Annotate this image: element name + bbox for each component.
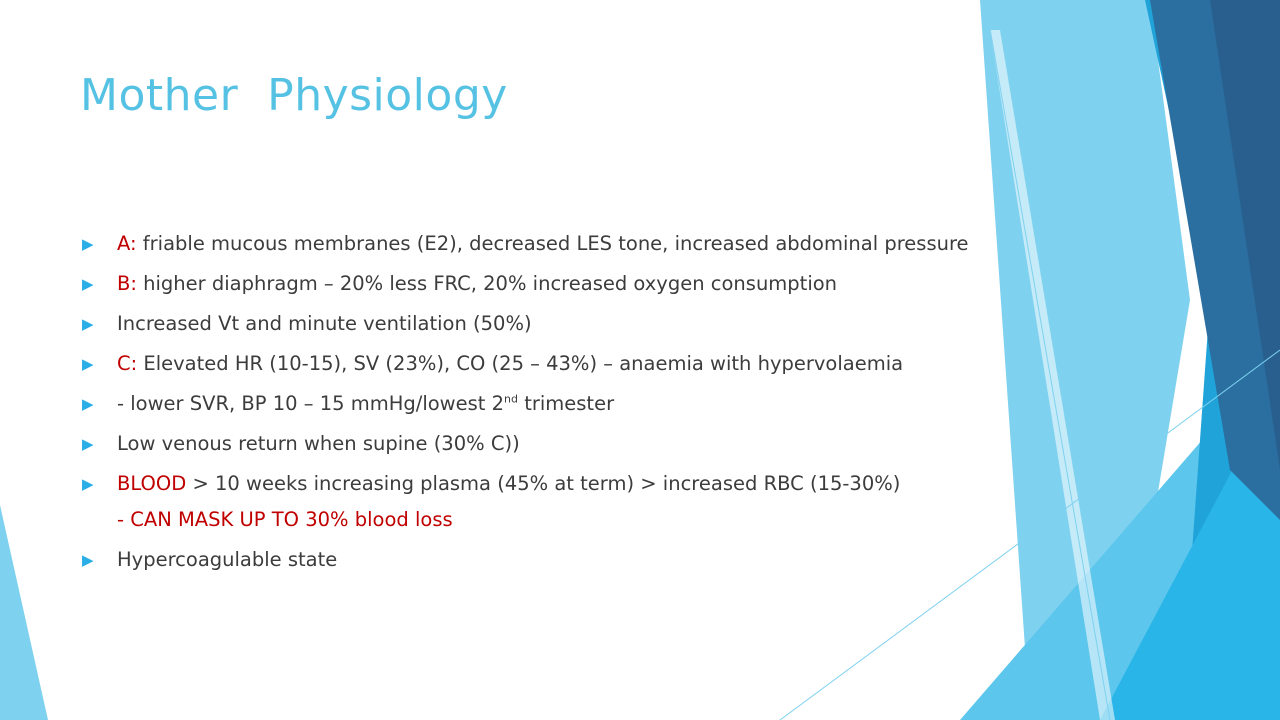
bullet-airway (82, 231, 982, 257)
bullet-label: C: (117, 352, 138, 375)
bullet-arrow-icon: ▶ (82, 551, 94, 569)
bullet-arrow-icon: ▶ (82, 395, 94, 413)
bullet-svr (82, 391, 982, 417)
bullet-text-after: trimester (518, 392, 615, 415)
bullet-label: B: (117, 272, 137, 295)
bullet-label: BLOOD (117, 472, 187, 495)
bullet-label: A: (117, 232, 137, 255)
bullet-arrow-icon: ▶ (82, 355, 94, 373)
bullet-text: Hypercoagulable state (117, 548, 338, 571)
bullet-venous-return (82, 431, 982, 457)
bullet-text: > 10 weeks increasing plasma (45% at term) > increased RBC (15-30%) (186, 472, 901, 495)
bullet-text: Elevated HR (10-15), SV (23%), CO (25 – 43%) – anaemia with hypervolaemia (137, 352, 904, 375)
bullet-arrow-icon: ▶ (82, 475, 94, 493)
bullet-text: friable mucous membranes (E2), decreased LES tone, increased abdominal pressure (136, 232, 969, 255)
bullet-ventilation (82, 311, 982, 337)
slide-title: Mother Physiology (80, 70, 508, 121)
bullet-breathing (82, 271, 982, 297)
bullet-text-before: - lower SVR, BP 10 – 15 mmHg/lowest 2 (117, 392, 505, 415)
bullet-text: Increased Vt and minute ventilation (50%) (117, 312, 532, 335)
bullet-circulation (82, 351, 982, 377)
bullet-blood (82, 471, 982, 497)
bullet-arrow-icon: ▶ (82, 315, 94, 333)
bullet-superscript: nd (504, 392, 518, 406)
bullet-arrow-icon: ▶ (82, 275, 94, 293)
left-facet-light (0, 505, 48, 720)
bullet-text: Low venous return when supine (30% C)) (117, 432, 520, 455)
blood-loss-note: - CAN MASK UP TO 30% blood loss (117, 508, 453, 531)
bullet-coagulation (82, 547, 982, 573)
bullet-arrow-icon: ▶ (82, 235, 94, 253)
bullet-arrow-icon: ▶ (82, 435, 94, 453)
bullet-text: higher diaphragm – 20% less FRC, 20% increased oxygen consumption (136, 272, 838, 295)
bullet-list (82, 231, 982, 587)
